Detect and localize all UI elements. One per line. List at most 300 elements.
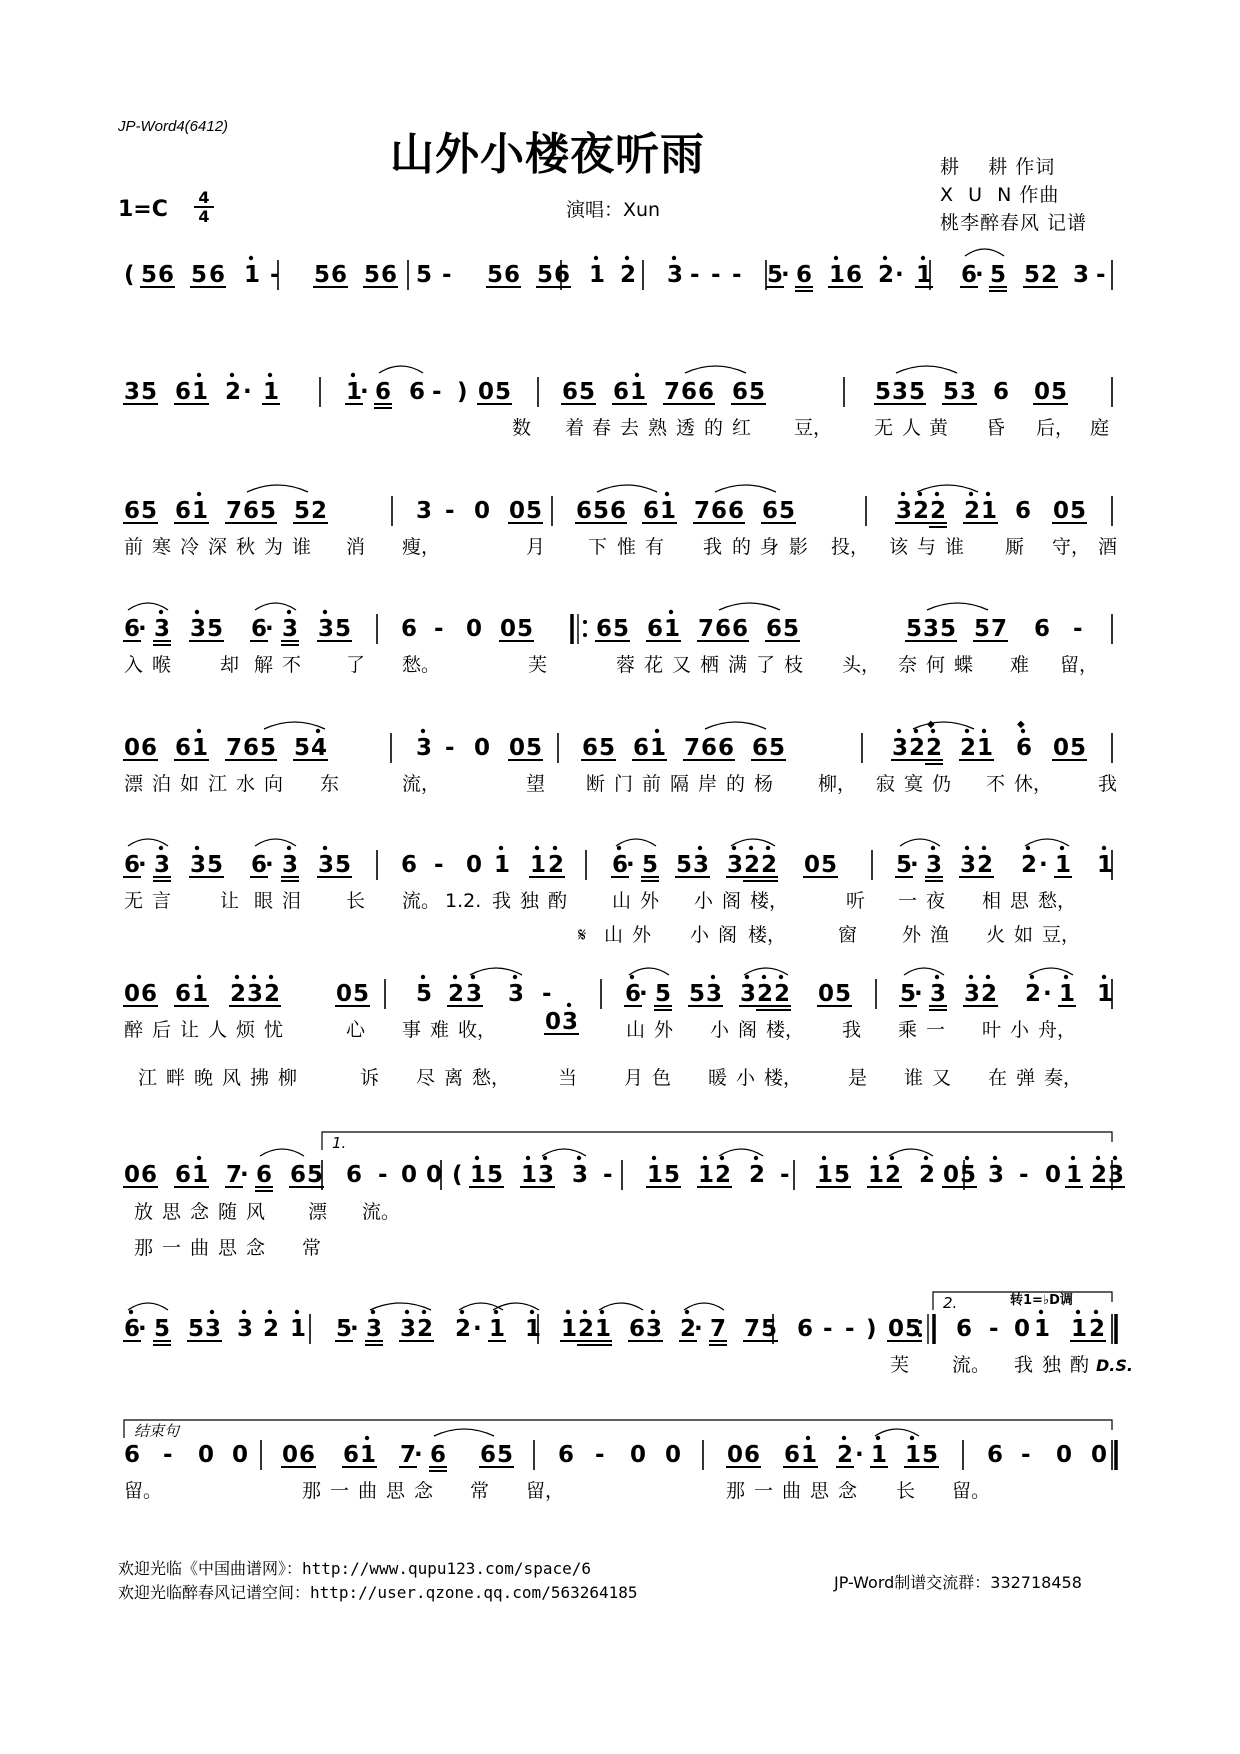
lyric-char: 愁，: [472, 1067, 511, 1089]
note: 5: [943, 379, 960, 405]
note: 5: [900, 981, 917, 1007]
lyric-char: 暖: [708, 1067, 728, 1089]
lyric-char: 透: [676, 417, 696, 439]
high-octave-dot: [1076, 1310, 1080, 1314]
note: 3: [190, 852, 207, 878]
note: 5: [526, 498, 543, 524]
note: 1: [489, 1316, 506, 1342]
lyric-char: 思: [162, 1201, 182, 1223]
high-octave-dot: [834, 256, 838, 260]
lyric-char: 乘: [898, 1019, 918, 1041]
lyric-char: 我: [842, 1019, 862, 1041]
lyric-char: 醉: [124, 1019, 144, 1041]
note: 5: [537, 262, 554, 288]
high-octave-dot: [762, 975, 766, 979]
note: 5: [990, 262, 1007, 288]
slur: [904, 968, 944, 975]
note: 4: [311, 735, 328, 761]
lyric-char: 相: [982, 890, 1002, 912]
lyric-char: 豆，: [794, 417, 833, 439]
high-octave-dot: [471, 975, 475, 979]
lyric-char: 柳: [278, 1067, 298, 1089]
high-octave-dot: [720, 1156, 724, 1160]
lyric-char: 前: [124, 536, 144, 558]
high-octave-dot: [197, 492, 201, 496]
note: 2: [1089, 1316, 1106, 1342]
lyric-char: 厮: [1005, 536, 1025, 558]
lyric-char: 熟: [648, 417, 668, 439]
note: 1: [650, 735, 667, 761]
lyric-char: 念: [838, 1480, 858, 1502]
note: 6: [681, 379, 698, 405]
high-octave-dot: [883, 256, 887, 260]
note: 6: [715, 616, 732, 642]
slur: [629, 968, 669, 975]
slur: [731, 839, 775, 846]
note: 2: [311, 498, 328, 524]
high-octave-dot: [625, 256, 629, 260]
note: 7: [710, 1316, 727, 1342]
lyric-char: 为: [264, 536, 284, 558]
note: 3: [1108, 1162, 1125, 1188]
lyric-char: 消: [346, 536, 366, 558]
note: 5: [188, 1316, 205, 1342]
note: 1: [192, 498, 209, 524]
slur: [255, 839, 296, 846]
high-octave-dot: [965, 1156, 969, 1160]
note: 1: [263, 379, 280, 405]
note: 0: [1053, 735, 1070, 761]
high-octave-dot: [931, 846, 935, 850]
note: ·: [694, 1316, 703, 1342]
lyric-char: 小: [694, 890, 714, 912]
lyric-char: 不: [986, 773, 1006, 795]
note: -: [823, 1316, 833, 1342]
note: -: [603, 1162, 613, 1188]
slur: [264, 722, 325, 729]
high-octave-dot: [969, 492, 973, 496]
note: -: [595, 1442, 605, 1468]
note: 7: [226, 735, 243, 761]
note: 6: [141, 735, 158, 761]
note: 2: [837, 1442, 854, 1468]
lyric-char: 窗: [838, 924, 858, 946]
high-octave-dot: [749, 846, 753, 850]
lyric-char: 数: [512, 417, 532, 439]
high-octave-dot: [703, 1156, 707, 1160]
note: 6: [711, 498, 728, 524]
note: 0: [630, 1442, 647, 1468]
note: 2: [230, 981, 247, 1007]
lyric-char: 山: [604, 924, 624, 946]
note: 6: [124, 1442, 141, 1468]
slur: [719, 603, 780, 610]
high-octave-dot: [530, 1310, 534, 1314]
note: 5: [335, 616, 352, 642]
note: 1: [525, 1316, 542, 1342]
lyric-char: 春: [592, 417, 612, 439]
lyric-char: 秋: [236, 536, 256, 558]
note: -: [732, 262, 742, 288]
note: 5: [335, 852, 352, 878]
high-octave-dot: [1071, 1156, 1075, 1160]
footer-link-qupu[interactable]: 欢迎光临《中国曲谱网》：http://www.qupu123.com/space/6: [118, 1559, 591, 1578]
high-octave-dot: [197, 729, 201, 733]
note: 1: [192, 735, 209, 761]
lyric-char: 后: [152, 1019, 172, 1041]
note: 2: [878, 262, 895, 288]
note: 5: [314, 262, 331, 288]
note: 0: [509, 735, 526, 761]
note: 7: [226, 498, 243, 524]
note: 1: [1059, 981, 1076, 1007]
high-octave-dot: [405, 1310, 409, 1314]
lyric-char: 如: [1014, 924, 1034, 946]
slur: [684, 1303, 724, 1310]
note: 6: [343, 1442, 360, 1468]
lyric-char: 头，: [842, 654, 881, 676]
note: 5: [676, 852, 693, 878]
note: 2: [455, 1316, 472, 1342]
note: ·: [138, 1316, 147, 1342]
lyric-char: 山: [612, 890, 632, 912]
high-octave-dot: [1039, 1310, 1043, 1314]
note: 1: [829, 262, 846, 288]
note: 6: [610, 498, 627, 524]
lyric-char: 江: [208, 773, 228, 795]
song-title: 山外小楼夜听雨: [390, 129, 705, 180]
note: -: [1096, 262, 1106, 288]
high-octave-dot: [965, 729, 969, 733]
lyric-char: 漂: [308, 1201, 328, 1223]
lyric-char: 寞: [904, 773, 924, 795]
note: 1: [647, 1162, 664, 1188]
lyric-char: 该: [889, 536, 909, 558]
lyric-char: 叶: [982, 1019, 1002, 1041]
lyric-char: 昏: [986, 417, 1006, 439]
high-octave-dot: [577, 1156, 581, 1160]
high-octave-dot: [969, 975, 973, 979]
lyric-char: 小: [710, 1019, 730, 1041]
lyric-char: 难: [430, 1019, 450, 1041]
note: 1: [521, 1162, 538, 1188]
lyric-char: 豆，: [1042, 924, 1081, 946]
note: 2: [885, 1162, 902, 1188]
high-octave-dot: [1113, 1156, 1117, 1160]
note: 1: [494, 852, 511, 878]
note: 1: [192, 1162, 209, 1188]
lyric-char: 的: [726, 773, 746, 795]
high-octave-dot: [1060, 846, 1064, 850]
high-octave-dot: [316, 729, 320, 733]
high-octave-dot: [890, 1156, 894, 1160]
note: 6: [558, 1442, 575, 1468]
note: 2: [225, 379, 242, 405]
lyric-char: 与: [917, 536, 937, 558]
note: -: [780, 1162, 790, 1188]
note: 5: [655, 981, 672, 1007]
lyric-char: 小: [690, 924, 710, 946]
lyric-char: 月: [526, 536, 546, 558]
note: 5: [1070, 735, 1087, 761]
note: 6: [612, 852, 629, 878]
note: 6: [141, 1162, 158, 1188]
slur: [470, 968, 522, 975]
lyric-char: 眼: [254, 890, 274, 912]
note: 0: [818, 981, 835, 1007]
high-octave-dot: [652, 1156, 656, 1160]
high-octave-dot: [197, 1156, 201, 1160]
slur: [379, 366, 423, 373]
lyric-char: 泊: [152, 773, 172, 795]
high-octave-dot: [159, 846, 163, 850]
note: ·: [350, 1316, 359, 1342]
note: 5: [336, 1316, 353, 1342]
lyric-char: 风: [222, 1067, 242, 1089]
note: 6: [1016, 735, 1033, 761]
high-octave-dot: [993, 1156, 997, 1160]
high-octave-dot: [543, 1156, 547, 1160]
note: 6: [846, 262, 863, 288]
note: ·: [626, 852, 635, 878]
note: 3: [205, 1316, 222, 1342]
slur: [927, 603, 988, 610]
note: 6: [732, 616, 749, 642]
note: 1: [801, 1442, 818, 1468]
high-octave-dot: [1030, 975, 1034, 979]
note: 2: [909, 735, 926, 761]
note: 2: [774, 981, 791, 1007]
note: 2: [749, 1162, 766, 1188]
high-octave-dot: [914, 729, 918, 733]
note: 6: [251, 852, 268, 878]
lyricist-credit: 耕 耕 作词: [940, 156, 1056, 178]
note: 2: [919, 1162, 936, 1188]
lyric-char: 心: [346, 1019, 366, 1041]
note: 2: [548, 852, 565, 878]
note: 5: [294, 498, 311, 524]
note: 2: [757, 981, 774, 1007]
note: 5: [909, 379, 926, 405]
lyric-char: 那: [726, 1480, 746, 1502]
lyric-char: 独: [520, 890, 540, 912]
lyric-char: 忧: [264, 1019, 284, 1041]
note: 3: [740, 981, 757, 1007]
lyric-char: 月: [624, 1067, 644, 1089]
lyric-char: 酒: [1098, 536, 1118, 558]
high-octave-dot: [965, 846, 969, 850]
lyric-char: 言: [152, 890, 172, 912]
note: 6: [752, 735, 769, 761]
note: 3: [124, 379, 141, 405]
note: 6: [256, 1162, 273, 1188]
lyric-char: 我: [1098, 773, 1118, 795]
lyric-char: 有: [645, 536, 665, 558]
lyric-char: 后，: [1036, 417, 1075, 439]
high-octave-dot: [583, 1310, 587, 1314]
lyric-char: 枝: [784, 654, 804, 676]
ornament-mark: ◆: [1017, 719, 1025, 730]
lyric-char: 离: [444, 1067, 464, 1089]
note: 6: [124, 498, 141, 524]
high-octave-dot: [242, 1310, 246, 1314]
note: 5: [191, 262, 208, 288]
note: 7: [744, 1316, 761, 1342]
slur: [1025, 839, 1069, 846]
note: -: [989, 1316, 999, 1342]
note: 5: [353, 981, 370, 1007]
note: 6: [243, 735, 260, 761]
lyric-char: 弹: [1016, 1067, 1036, 1089]
lyric-char: 又: [672, 654, 692, 676]
ornament-mark: ◆: [927, 719, 935, 730]
note: ·: [781, 262, 790, 288]
note: 6: [504, 262, 521, 288]
note: 6: [582, 735, 599, 761]
note: 0: [124, 735, 141, 761]
footer-link-qzone[interactable]: 欢迎光临醉春风记谱空间：http://user.qzone.qq.com/563264185: [118, 1583, 638, 1602]
lyric-char: 一: [162, 1237, 182, 1259]
note: ·: [473, 1316, 482, 1342]
lyric-char: 花: [644, 654, 664, 676]
lyric-char: 流。: [952, 1354, 991, 1376]
note: 3: [400, 1316, 417, 1342]
lyric-char: 阁: [738, 1019, 758, 1041]
note: 6: [562, 379, 579, 405]
lyric-char: 冷: [180, 536, 200, 558]
lyric-char: D.S.: [1096, 1356, 1133, 1375]
note: 5: [307, 1162, 324, 1188]
note: 2: [620, 262, 637, 288]
high-octave-dot: [365, 1436, 369, 1440]
note: 5: [905, 1316, 922, 1342]
high-octave-dot: [635, 373, 639, 377]
note: 7: [991, 616, 1008, 642]
lyric-char: 了: [756, 654, 776, 676]
note: 5: [1024, 262, 1041, 288]
lyric-char: 谁: [292, 536, 312, 558]
lyric-char: 望: [526, 773, 546, 795]
high-octave-dot: [897, 729, 901, 733]
note: 0: [1056, 1442, 1073, 1468]
note: 1: [977, 735, 994, 761]
lyric-char: 解: [254, 654, 274, 676]
lyric-char: 诉: [360, 1067, 380, 1089]
lyric-char: 山: [626, 1019, 646, 1041]
note: ·: [240, 1162, 249, 1188]
note: -: [1019, 1162, 1029, 1188]
note: 5: [769, 735, 786, 761]
note: 6: [993, 379, 1010, 405]
high-octave-dot: [195, 846, 199, 850]
note: ·: [1043, 981, 1052, 1007]
slur: [493, 1303, 539, 1310]
note: 6: [381, 262, 398, 288]
lyric-char: 是: [848, 1067, 868, 1089]
note: 5: [260, 498, 277, 524]
note: 5: [497, 1442, 514, 1468]
lyric-char: 去: [620, 417, 640, 439]
slur: [1029, 968, 1073, 975]
lyric-char: 何: [926, 654, 946, 676]
time-numerator: 4: [194, 189, 214, 208]
note: -: [434, 616, 444, 642]
note: 6: [158, 262, 175, 288]
lyric-char: 那: [134, 1237, 154, 1259]
note: 3: [466, 981, 483, 1007]
note: 1: [630, 379, 647, 405]
high-octave-dot: [842, 1436, 846, 1440]
lyric-char: 身: [760, 536, 780, 558]
note: 7: [226, 1162, 243, 1188]
note: (: [124, 262, 135, 288]
repeat-dot: [583, 633, 587, 637]
high-octave-dot: [766, 846, 770, 850]
lyric-char: 人: [208, 1019, 228, 1041]
note: ·: [243, 379, 252, 405]
high-octave-dot: [129, 1310, 133, 1314]
slur: [434, 1429, 494, 1436]
lyric-char: 长: [346, 890, 366, 912]
high-octave-dot: [1064, 975, 1068, 979]
note: 3: [926, 852, 943, 878]
slur: [128, 839, 168, 846]
note: 6: [480, 1442, 497, 1468]
high-octave-dot: [924, 1156, 928, 1160]
lyric-char: 东: [320, 773, 340, 795]
note: 6: [1015, 498, 1032, 524]
lyric-char: 长: [896, 1480, 916, 1502]
lyric-char: 隔: [670, 773, 690, 795]
note: 0: [500, 616, 517, 642]
note: 3: [416, 735, 433, 761]
note: 5: [875, 379, 892, 405]
high-octave-dot: [617, 846, 621, 850]
note: ·: [855, 1442, 864, 1468]
high-octave-dot: [295, 1310, 299, 1314]
note: -: [378, 1162, 388, 1188]
note: 3: [892, 379, 909, 405]
lyric-char: 常: [470, 1480, 490, 1502]
note: 6: [554, 262, 571, 288]
high-octave-dot: [371, 1310, 375, 1314]
note: 5: [141, 262, 158, 288]
lyric-char: 惟: [617, 536, 637, 558]
note: 0: [943, 1162, 960, 1188]
note: 5: [579, 379, 596, 405]
slur: [597, 485, 657, 492]
high-octave-dot: [711, 975, 715, 979]
note: 7: [698, 616, 715, 642]
note: 1: [698, 1162, 715, 1188]
lyric-char: 风: [246, 1201, 266, 1223]
note: 0: [124, 1162, 141, 1188]
note: 5: [154, 1316, 171, 1342]
slur: [128, 603, 168, 610]
note: 0: [426, 1162, 443, 1188]
lyric-char: 事: [402, 1019, 422, 1041]
lyric-char: 小: [1010, 1019, 1030, 1041]
note: 5: [495, 379, 512, 405]
high-octave-dot: [910, 1436, 914, 1440]
note: 3: [988, 1162, 1005, 1188]
note: 6: [209, 262, 226, 288]
note: 5: [664, 1162, 681, 1188]
high-octave-dot: [822, 1156, 826, 1160]
lyric-char: 下: [588, 536, 608, 558]
note: 0: [665, 1442, 682, 1468]
note: 3: [538, 1162, 555, 1188]
